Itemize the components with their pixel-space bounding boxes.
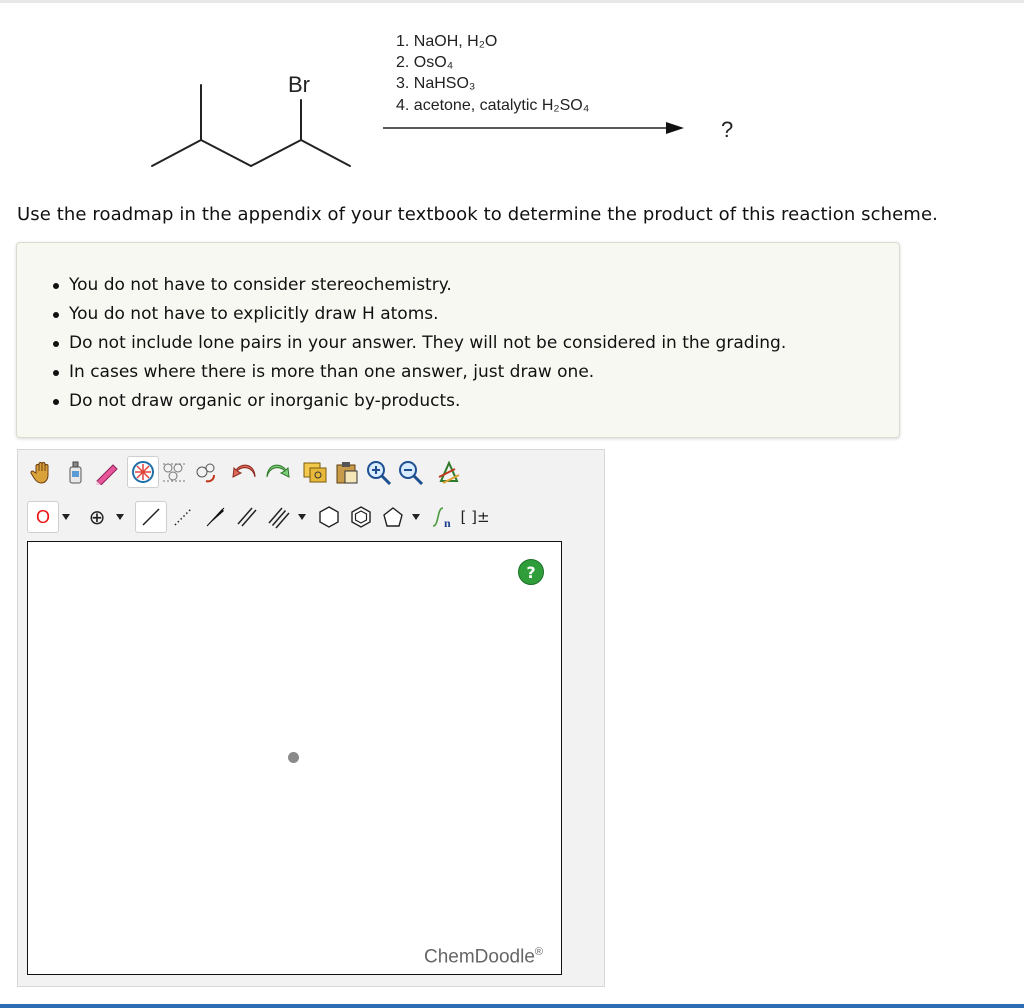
- bond-dropdown-icon[interactable]: [295, 501, 309, 533]
- brand-text: ChemDoodle: [424, 946, 535, 968]
- instruction-item: Do not include lone pairs in your answer. They will not be considered in the grading.: [69, 329, 786, 358]
- rotate-icon[interactable]: [191, 456, 223, 488]
- ring-template-icon[interactable]: [127, 456, 159, 488]
- instruction-item: Do not draw organic or inorganic by-products.: [69, 387, 786, 416]
- methyl-bond-left: [152, 140, 201, 166]
- charge-dropdown-icon[interactable]: [113, 501, 127, 533]
- double-bond-icon[interactable]: [231, 501, 263, 533]
- instructions-box: [16, 242, 900, 438]
- single-bond-icon[interactable]: [135, 501, 167, 533]
- undo-icon[interactable]: [229, 456, 261, 488]
- product-placeholder: ?: [721, 117, 734, 142]
- chemdoodle-logo: [424, 946, 543, 968]
- help-icon[interactable]: ?: [518, 559, 544, 585]
- eraser-bottle-icon[interactable]: [59, 456, 91, 488]
- copy-icon[interactable]: [299, 456, 331, 488]
- bottom-accent-bar: [0, 1004, 1024, 1008]
- hand-icon[interactable]: [27, 456, 59, 488]
- condition-2: 2. OsO₄: [396, 54, 454, 71]
- chain-bond-3: [301, 140, 350, 166]
- atom-dropdown-icon[interactable]: [59, 501, 73, 533]
- reaction-arrow: [383, 122, 684, 134]
- dashed-bond-icon[interactable]: [167, 501, 199, 533]
- polymer-icon[interactable]: [427, 501, 459, 533]
- reaction-scheme: [0, 0, 1024, 200]
- charge-label: ⊕: [88, 506, 106, 529]
- bracket-label: [ ]±: [460, 508, 490, 526]
- reactant-structure: [152, 85, 350, 166]
- condition-3: 3. NaHSO₃: [396, 75, 476, 92]
- zoom-out-icon[interactable]: [395, 456, 427, 488]
- wedge-bond-icon[interactable]: [199, 501, 231, 533]
- condition-1: 1. NaOH, H₂O: [396, 33, 498, 50]
- instructions-list: [69, 271, 786, 416]
- instruction-item: You do not have to explicitly draw H atoms.: [69, 300, 786, 329]
- atom-button[interactable]: [27, 501, 59, 533]
- reaction-conditions: [396, 33, 589, 114]
- brand-mark: ®: [534, 946, 544, 958]
- zoom-in-icon[interactable]: [363, 456, 395, 488]
- instruction-item: In cases where there is more than one answer, just draw one.: [69, 358, 786, 387]
- toolbar-row-1: [27, 456, 465, 488]
- clean-icon[interactable]: [433, 456, 465, 488]
- canvas-cursor-dot: [288, 752, 299, 763]
- cyclohexane-icon[interactable]: [313, 501, 345, 533]
- chain-bond-1: [201, 140, 251, 166]
- atom-label: O: [35, 506, 50, 527]
- benzene-icon[interactable]: [345, 501, 377, 533]
- eraser-pencil-icon[interactable]: [91, 456, 123, 488]
- condition-4: 4. acetone, catalytic H₂SO₄: [396, 97, 590, 114]
- bracket-charge-icon[interactable]: [459, 501, 491, 533]
- toolbar-row-2: [27, 501, 491, 533]
- question-text: Use the roadmap in the appendix of your textbook to determine the product of this reaction scheme.: [17, 204, 938, 225]
- paste-icon[interactable]: [331, 456, 363, 488]
- cyclopentane-icon[interactable]: [377, 501, 409, 533]
- lasso-icon[interactable]: [159, 456, 191, 488]
- bromine-label: Br: [288, 72, 310, 97]
- svg-text:n: n: [444, 516, 451, 530]
- charge-button[interactable]: [81, 501, 113, 533]
- chain-bond-2: [251, 140, 301, 166]
- redo-icon[interactable]: [261, 456, 293, 488]
- triple-bond-icon[interactable]: [263, 501, 295, 533]
- ring-dropdown-icon[interactable]: [409, 501, 423, 533]
- instruction-item: You do not have to consider stereochemistry.: [69, 271, 786, 300]
